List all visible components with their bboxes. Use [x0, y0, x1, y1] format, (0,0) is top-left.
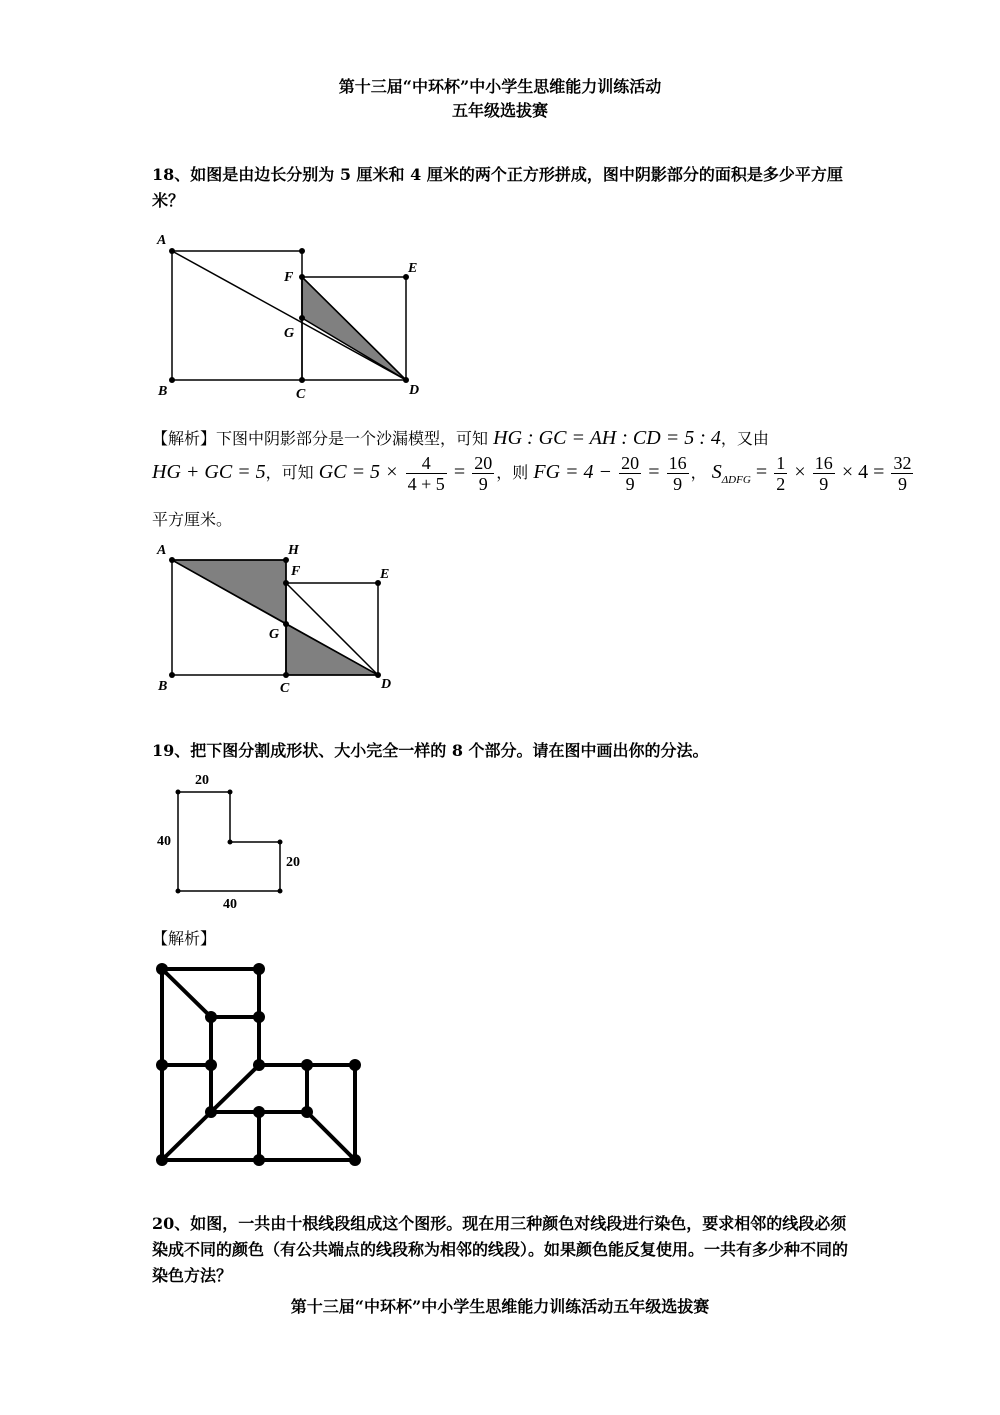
fig1-label-a: A [157, 233, 167, 248]
question-20: 20、如图，一共由十根线段组成这个图形。现在用三种颜色对线段进行染色，要求相邻的线段必须染成不同的颜色（有公共端点的线段称为相邻的线段）。如果颜色能反复使用。一共有多少种不同的染色方法？ [152, 1214, 849, 1285]
solution-tag: 【解析】 [152, 429, 217, 448]
times: × [794, 461, 806, 483]
fig2-label-h: H [288, 543, 299, 558]
fig1-label-e: E [408, 261, 418, 276]
fg-formula: FG = 4 − [533, 461, 613, 483]
fig2-label-e: E [380, 567, 390, 582]
fig2-label-b: B [158, 679, 168, 694]
fraction-1-2: $\frac{1}{2}$ [776, 453, 786, 494]
fig2-label-g: G [269, 627, 280, 642]
equals: = [453, 461, 466, 483]
equals-3: = [755, 461, 768, 483]
fraction-20-9-b: $\frac{20}{9}$ [621, 453, 640, 494]
solution-18-line2: HG + GC = 5，可知 GC = 5 × $\frac{4}{4 + 5}$ = $\frac{20}{9}$ ，则 FG = 4 − $\frac{20}{9}$ = $\frac{16}{9}$ ， $S_{\Delta DFG}$ = $\frac{1}{2}$ × $\frac{16}{9}$ × 4 = $\frac{32}{9}$ [152, 453, 912, 494]
fig1-label-g: G [284, 326, 295, 341]
page-footer: 第十三届“中环杯”中小学生思维能力训练活动五年级选拔赛 [290, 1297, 710, 1316]
solution-text: 下图中阴影部分是一个沙漏模型，可知 [216, 429, 489, 448]
equals-2: = [648, 461, 660, 483]
fig2-label-d: D [381, 677, 392, 692]
question-19: 19、把下图分割成形状、大小完全一样的 8 个部分。请在图中画出你的分法。 [152, 741, 709, 760]
page-subtitle: 五年级选拔赛 [451, 101, 548, 120]
ratio-formula: HG : GC = AH : CD = 5 : 4 [493, 427, 721, 449]
dim-right: 20 [286, 855, 300, 870]
dim-top: 20 [195, 773, 209, 788]
dim-bottom: 40 [223, 897, 237, 912]
times-4: × 4 = [841, 461, 885, 483]
fig2-label-c: C [280, 681, 290, 696]
dim-left: 40 [157, 834, 171, 849]
fraction-20-9: $\frac{20}{9}$ [474, 453, 493, 494]
text-kezhi: ，可知 [265, 463, 314, 482]
fig1-label-f: F [284, 270, 294, 285]
fraction-4-over-9: $\frac{4}{4 + 5}$ [407, 453, 445, 494]
page-title: 第十三届“中环杯”中小学生思维能力训练活动 [338, 77, 662, 96]
fraction-32-9: $\frac{32}{9}$ [893, 453, 912, 494]
fig1-label-d: D [409, 383, 420, 398]
sum-formula: HG + GC = 5 [152, 461, 266, 483]
fig2-label-f: F [291, 564, 301, 579]
solution-18-unit: 平方厘米。 [152, 510, 233, 529]
solution-19-tag: 【解析】 [152, 929, 217, 948]
fraction-16-9: $\frac{16}{9}$ [668, 453, 687, 494]
question-18: 18、如图是由边长分别为 5 厘米和 4 厘米的两个正方形拼成，图中阴影部分的面积是多少平方厘米？ [152, 165, 843, 210]
solution-tail: ，又由 [720, 429, 769, 448]
area-symbol: $S_{\Delta DFG}$ [711, 461, 751, 486]
fraction-16-9-b: $\frac{16}{9}$ [814, 453, 833, 494]
gc-formula: GC = 5 × [318, 461, 399, 483]
text-ze: ，则 [496, 463, 529, 482]
fig1-label-c: C [296, 387, 306, 402]
fig1-label-b: B [158, 384, 168, 399]
fig2-label-a: A [157, 543, 167, 558]
